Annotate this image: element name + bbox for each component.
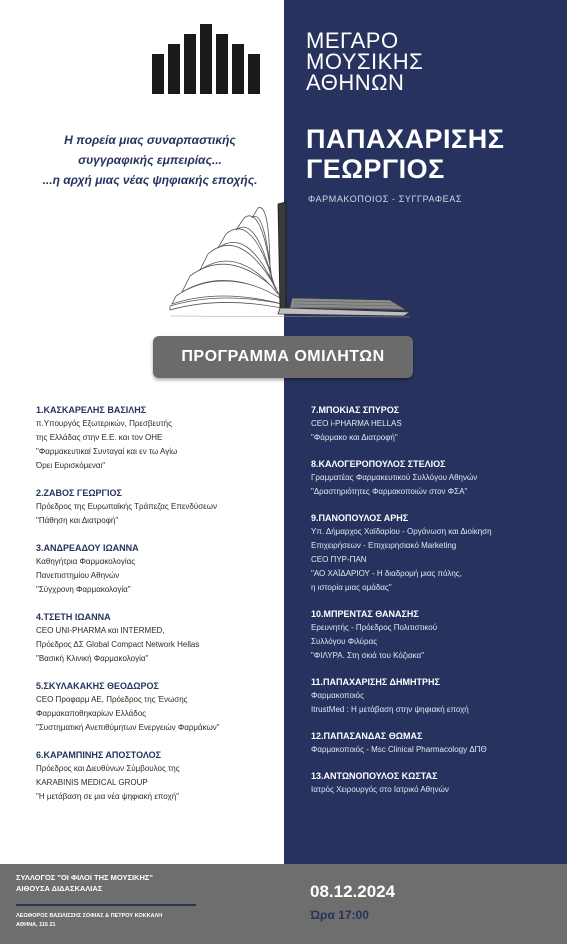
speaker-entry bbox=[311, 770, 561, 797]
speaker-detail: Φαρμακοποιός bbox=[311, 691, 364, 700]
speaker-detail: Ερευνητής - Πρόεδρος Πολιτιστικού bbox=[311, 623, 438, 632]
speaker-name: 1.ΚΑΣΚΑΡΕΛΗΣ ΒΑΣΙΛΗΣ bbox=[36, 405, 147, 415]
speaker-detail: Υπ. Δήμαρχος Χαϊδαρίου - Οργάνωση και Διοίκηση bbox=[311, 527, 492, 536]
speaker-detail: Φαρμακοποιός - Msc Clinical Pharmacology ΔΠΘ bbox=[311, 745, 487, 754]
speaker-name: 10.ΜΠΡΕΝΤΑΣ ΘΑΝΑΣΗΣ bbox=[311, 609, 419, 619]
speaker-detail: CEO UNI-PHARMA και INTERMED, bbox=[36, 626, 165, 635]
venue-line: ΑΘΗΝΩΝ bbox=[306, 70, 405, 95]
speaker-entry bbox=[311, 608, 561, 663]
venue-title bbox=[306, 30, 423, 93]
speaker-entry bbox=[36, 542, 278, 597]
speaker-detail: Ιατρός Χειρουργός στο Ιατρικό Αθηνών bbox=[311, 785, 449, 794]
speaker-detail: "ΑΟ ΧΑΪΔΑΡΙΟΥ - Η διαδρομή μιας πόλης, bbox=[311, 569, 462, 578]
tagline-line: Η πορεία μιας συναρπαστικής bbox=[64, 133, 236, 147]
speaker-detail: CEO i-PHARMA HELLAS bbox=[311, 419, 402, 428]
footer-organization bbox=[16, 872, 153, 894]
speaker-detail: "Η μετάβαση σε μια νέα ψηφιακή εποχή" bbox=[36, 792, 180, 801]
speaker-detail: "Σύγχρονη Φαρμακολογία" bbox=[36, 585, 131, 594]
speaker-entry bbox=[311, 512, 561, 595]
speaker-detail: KARABINIS MEDICAL GROUP bbox=[36, 778, 148, 787]
megaro-logo-icon bbox=[152, 24, 262, 94]
speaker-name: 8.ΚΑΛΟΓΕΡΟΠΟΥΛΟΣ ΣΤΕΛΙΟΣ bbox=[311, 459, 446, 469]
speaker-detail: "ΦΙΛΥΡΑ. Στη σκιά του Κόζιακα" bbox=[311, 651, 424, 660]
venue-line: ΜΟΥΣΙΚΗΣ bbox=[306, 49, 424, 74]
speaker-entry bbox=[36, 487, 278, 528]
speaker-detail: "Συστηματική Ανεπιθύμητων Ενεργειών Φαρμάκων" bbox=[36, 723, 220, 732]
speaker-name: 9.ΠΑΝΟΠΟΥΛΟΣ ΑΡΗΣ bbox=[311, 513, 409, 523]
author-role: ΦΑΡΜΑΚΟΠΟΙΟΣ - ΣΥΓΓΡΑΦΕΑΣ bbox=[308, 194, 463, 204]
speaker-detail: ItrustMed : Η μετάβαση στην ψηφιακή εποχή bbox=[311, 705, 469, 714]
speaker-name: 6.ΚΑΡΑΜΠΙΝΗΣ ΑΠΟΣΤΟΛΟΣ bbox=[36, 750, 162, 760]
speaker-name: 5.ΣΚΥΛΑΚΑΚΗΣ ΘΕΟΔΩΡΟΣ bbox=[36, 681, 159, 691]
tagline-line: ...η αρχή μιας νέας ψηφιακής εποχής. bbox=[42, 173, 258, 187]
speaker-detail: η ιστορία μιας ομάδας" bbox=[311, 583, 392, 592]
speaker-detail: π.Υπουργός Εξωτερικών, Πρεσβευτής bbox=[36, 419, 172, 428]
speaker-detail: CEO Προφαρμ ΑΕ, Πρόεδρος της Ένωσης bbox=[36, 695, 188, 704]
tagline-line: συγγραφικής εμπειρίας... bbox=[78, 153, 222, 167]
speaker-detail: της Ελλάδας στην Ε.Ε. και τον ΟΗΕ bbox=[36, 433, 163, 442]
speakers-right-column bbox=[311, 404, 561, 810]
event-date: 08.12.2024 bbox=[310, 882, 396, 901]
speaker-entry bbox=[311, 676, 561, 717]
tagline bbox=[30, 130, 270, 190]
speaker-detail: Πρόεδρος της Ευρωπαϊκής Τράπεζας Επενδύσεων bbox=[36, 502, 217, 511]
speaker-entry bbox=[36, 749, 278, 804]
speaker-entry bbox=[311, 730, 561, 757]
speaker-name: 13.ΑΝΤΩΝΟΠΟΥΛΟΣ ΚΩΣΤΑΣ bbox=[311, 771, 438, 781]
footer-address bbox=[16, 912, 162, 930]
speaker-name: 11.ΠΑΠΑΧΑΡΙΣΗΣ ΔΗΜΗΤΡΗΣ bbox=[311, 677, 440, 687]
speaker-detail: Φαρμακαποθηκαρίων Ελλάδος bbox=[36, 709, 146, 718]
speaker-name: 3.ΑΝΔΡΕΑΔΟΥ ΙΩΑΝΝΑ bbox=[36, 543, 139, 553]
speaker-detail: Συλλόγου Φιλύρας bbox=[311, 637, 378, 646]
speaker-entry bbox=[36, 404, 278, 473]
speaker-entry bbox=[311, 404, 561, 445]
author-name-line: ΓΕΩΡΓΙΟΣ bbox=[306, 154, 445, 184]
author-name bbox=[306, 124, 504, 184]
speaker-entry bbox=[311, 458, 561, 499]
footer-org-name: ΣΥΛΛΟΓΟΣ "ΟΙ ΦΙΛΟΙ ΤΗΣ ΜΟΥΣΙΚΗΣ" bbox=[16, 873, 153, 882]
speaker-detail: Πανεπιστημίου Αθηνών bbox=[36, 571, 120, 580]
speaker-entry bbox=[36, 611, 278, 666]
speaker-detail: Πρόεδρος ΔΣ Global Compact Network Hellas bbox=[36, 640, 200, 649]
speaker-detail: "Δραστηριότητες Φαρμακοποιών στον ΦΣΑ" bbox=[311, 487, 468, 496]
footer-hall: ΑΙΘΟΥΣΑ ΔΙΔΑΣΚΑΛΙΑΣ bbox=[16, 884, 103, 893]
speaker-detail: Επιχειρήσεων - Επιχειρησιακό Marketing bbox=[311, 541, 457, 550]
speaker-detail: Καθηγήτρια Φαρμακολογίας bbox=[36, 557, 136, 566]
speakers-left-column bbox=[36, 404, 278, 818]
program-speakers-banner: ΠΡΟΓΡΑΜΜΑ ΟΜΙΛΗΤΩΝ bbox=[153, 336, 413, 378]
venue-line: ΜΕΓΑΡΟ bbox=[306, 28, 399, 53]
speaker-name: 2.ΖΑΒΟΣ ΓΕΩΡΓΙΟΣ bbox=[36, 488, 122, 498]
speaker-detail: "Βασική Κλινική Φαρμακολογία" bbox=[36, 654, 149, 663]
author-name-line: ΠΑΠΑΧΑΡΙΣΗΣ bbox=[306, 124, 505, 154]
footer-divider bbox=[16, 904, 196, 906]
speaker-detail: "Πάθηση και Διατροφή" bbox=[36, 516, 119, 525]
speaker-name: 7.ΜΠΟΚΙΑΣ ΣΠΥΡΟΣ bbox=[311, 405, 400, 415]
footer-address-line: ΛΕΩΦΟΡΟΣ ΒΑΣΙΛΙΣΣΗΣ ΣΟΦΙΑΣ & ΠΕΤΡΟΥ ΚΟΚΚΑΛΗ bbox=[16, 913, 163, 919]
event-time: Ώρα 17:00 bbox=[310, 908, 369, 922]
speaker-detail: Γραμματέας Φαρμακευτικού Συλλόγου Αθηνών bbox=[311, 473, 478, 482]
speaker-detail: Πρόεδρος και Διευθύνων Σύμβουλος της bbox=[36, 764, 180, 773]
footer-address-line: ΑΘΗΝΑ, 115 21 bbox=[16, 922, 56, 928]
speaker-detail: CEO ΠΥΡ-ΠΑΝ bbox=[311, 555, 367, 564]
speaker-detail: Όρει Ευρισκόμεναι" bbox=[36, 461, 106, 470]
speaker-entry bbox=[36, 680, 278, 735]
speaker-detail: "Φαρμακευτικαί Συνταγαί και εν τω Αγίω bbox=[36, 447, 178, 456]
speaker-detail: "Φάρμακο και Διατροφή" bbox=[311, 433, 398, 442]
book-laptop-illustration-icon bbox=[160, 196, 420, 320]
speaker-name: 4.ΤΣΕΤΗ ΙΩΑΝΝΑ bbox=[36, 612, 111, 622]
speaker-name: 12.ΠΑΠΑΣΑΝΔΑΣ ΘΩΜΑΣ bbox=[311, 731, 423, 741]
